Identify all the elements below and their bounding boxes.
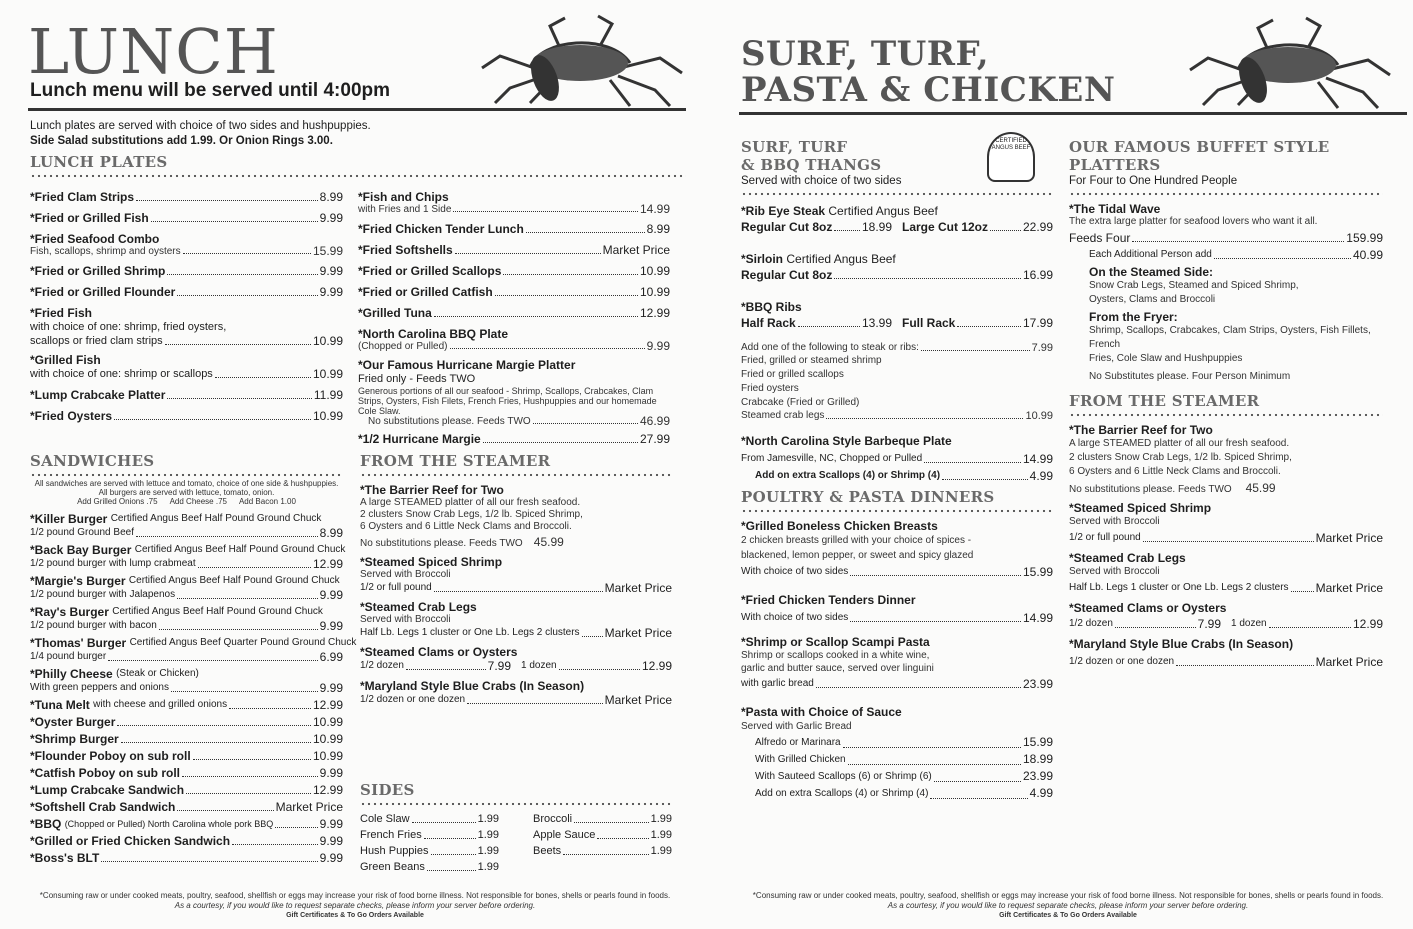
crab-icon [470,8,690,108]
sandwich-notes: All sandwiches are served with lettuce and tomato, choice of one side & hushpuppies. All burgers are served with lettuce, tomato, onion. Add Grilled Onions .75 Add Cheese .75 Add Bacon 1.00 [34,479,339,506]
blue-crabs: *Maryland Style Blue Crabs (In Season) 1/2 dozen or one dozen Market Price [360,679,672,707]
sides-list [360,812,672,874]
lunch-page [0,0,690,929]
menu-item: *Oyster Burger 10.99 [30,715,343,729]
lunch-footer: *Consuming raw or under cooked meats, poultry, seafood, shellfish or eggs may increase your risk of food borne illness. Not responsible for bones, shells or pearls found in foods. As a courtesy, if you would like to request separate checks, please inform your server before ordering. Gift Certificates & To Go Orders Available [39,891,671,919]
dotted-divider [741,509,1053,513]
surf-title: SURF, TURF, PASTA & CHICKEN [741,34,1116,110]
dotted-divider [30,473,343,477]
menu-item: *Fried or Grilled Catfish 10.99 [358,285,670,299]
intro-substitution: Side Salad substitutions add 1.99. Or Onion Rings 3.00. [30,135,333,147]
buffet-section [1069,138,1383,674]
steamed-crab-legs: *Steamed Crab Legs Served with Broccoli Half Lb. Legs 1 cluster or One Lb. Legs 2 clusters Market Price [360,600,672,640]
dotted-divider [360,802,672,806]
menu-item: *Fried Oysters 10.99 [30,409,343,423]
surf-turf-section [741,138,1053,807]
menu-item: *Thomas' Burger Certified Angus Beef Quarter Pound Ground Chuck 1/4 pound burger 6.99 [30,636,357,664]
bbq-thangs-heading: & BBQ THANGS [741,156,882,174]
menu-item: *Grilled or Fried Chicken Sandwich 9.99 [30,834,343,848]
menu-item: *Tuna Melt with cheese and grilled onions 12.99 [30,698,343,712]
side-item: Beets 1.99 [533,845,672,857]
menu-item: *Fried Seafood Combo Fish, scallops, shrimp and oysters 15.99 [30,232,343,258]
dotted-divider [1069,413,1383,417]
menu-item: *1/2 Hurricane Margie 27.99 [358,432,670,446]
menu-item: *Philly Cheese (Steak or Chicken) With green peppers and onions 9.99 [30,667,343,695]
title-rule [739,112,1407,115]
lunch-steamer-section [360,452,672,712]
dotted-divider [30,174,686,178]
menu-item: *Catfish Poboy on sub roll 9.99 [30,766,343,780]
rib-eye-steak: *Rib Eye Steak Certified Angus Beef Regular Cut 8oz 18.99 Large Cut 12oz 22.99 [741,204,1053,234]
side-item: Broccoli 1.99 [533,813,672,825]
menu-item: *Fried or Grilled Flounder 9.99 [30,285,343,299]
menu-item: *Fried Fish with choice of one: shrimp, fried oysters, scallops or fried clam strips 10.99 [30,306,343,348]
side-item: Green Beans 1.99 [360,861,499,873]
menu-item: *Fried or Grilled Shrimp 9.99 [30,264,343,278]
sirloin-steak: *Sirloin Certified Angus Beef Regular Cut 8oz 16.99 [741,252,1053,282]
menu-item: *Boss's BLT 9.99 [30,851,343,865]
lunch-plates-heading: LUNCH PLATES [30,153,168,171]
surf-turf-heading: SURF, TURF [741,138,848,156]
sides-section [360,781,672,874]
sides-heading: SIDES [360,781,415,799]
dotted-divider [1069,192,1383,196]
chicken-tenders-dinner: *Fried Chicken Tenders Dinner With choice of two sides 14.99 [741,593,1053,625]
surf-footer: *Consuming raw or under cooked meats, poultry, seafood, shellfish or eggs may increase your risk of food borne illness. Not responsible for bones, shells or pearls found in foods. As a courtesy, if you would like to request separate checks, please inform your server before ordering. Gift Certificates & To Go Orders Available [752,891,1384,919]
menu-item: *Ray's Burger Certified Angus Beef Half Pound Ground Chuck 1/2 pound burger with bacon 9.99 [30,605,343,633]
menu-item: *North Carolina BBQ Plate (Chopped or Pulled) 9.99 [358,327,670,353]
menu-item: *Grilled Fish with choice of one: shrimp or scallops 10.99 [30,353,343,381]
side-item: French Fries 1.99 [360,829,499,841]
platters-heading: PLATTERS [1069,156,1161,174]
lunch-plates-heading-block [30,153,686,184]
blue-crabs: *Maryland Style Blue Crabs (In Season) 1/2 dozen or one dozen Market Price [1069,637,1383,669]
menu-item: *Fried or Grilled Fish 9.99 [30,211,343,225]
menu-item: *Fried Softshells Market Price [358,243,670,257]
hurricane-margie-platter: *Our Famous Hurricane Margie Platter Fried only - Feeds TWO Generous portions of all our seafood - Shrimp, Scallops, Crabcakes, Clam Strips, Oysters, Fish Filets, French Fries, Hushpuppies and our homemade Cole Slaw. No substitutions please. Feeds TWO 46.99 [358,358,670,428]
side-item: Cole Slaw 1.99 [360,813,499,825]
dotted-divider [741,192,1053,196]
steamer-heading: FROM THE STEAMER [360,452,551,470]
crab-icon [1178,10,1398,110]
menu-item: *Grilled Tuna 12.99 [358,306,670,320]
menu-item: *Softshell Crab Sandwich Market Price [30,800,343,814]
lunch-title: LUNCH [28,15,279,88]
steamed-spiced-shrimp: *Steamed Spiced Shrimp Served with Broccoli 1/2 or full pound Market Price [360,555,672,595]
steak-addons: Add one of the following to steak or ribs: 7.99 Fried, grilled or steamed shrimp Fried or grilled scallops Fried oysters Crabcake (Fried or Grilled) Steamed crab legs 10.99 [741,342,1053,422]
bbq-ribs: *BBQ Ribs Half Rack 13.99 Full Rack 17.99 [741,300,1053,330]
menu-item: *Fried Chicken Tender Lunch 8.99 [358,222,670,236]
menu-item: *Margie's Burger Certified Angus Beef Half Pound Ground Chuck 1/2 pound burger with Jalapenos 9.99 [30,574,343,602]
menu-item: *Back Bay Burger Certified Angus Beef Half Pound Ground Chuck 1/2 pound burger with lump crabmeat 12.99 [30,543,346,571]
steamed-spiced-shrimp: *Steamed Spiced Shrimp Served with Broccoli 1/2 or full pound Market Price [1069,501,1383,545]
side-item: Hush Puppies 1.99 [360,845,499,857]
menu-item: *Flounder Poboy on sub roll 10.99 [30,749,343,763]
surf-turf-sub: Served with choice of two sides [741,175,902,187]
nc-bbq-plate: *North Carolina Style Barbeque Plate From Jamesville, NC, Chopped or Pulled 14.99 Add on extra Scallops (4) or Shrimp (4) 4.99 [741,434,1053,483]
sandwiches-section [30,452,357,868]
certified-angus-badge-icon: CERTIFIED ANGUS BEEF [987,132,1035,182]
menu-item: *Fish and Chips with Fries and 1 Side 14.99 [358,190,670,216]
steamed-clams: *Steamed Clams or Oysters 1/2 dozen 7.99 1 dozen 12.99 [360,645,672,673]
barrier-reef: *The Barrier Reef for Two A large STEAMED platter of all our fresh seafood. 2 clusters Snow Crab Legs, 1/2 lb. Spiced Shrimp, 6 Oysters and 6 Little Neck Clams and Broccoli. No substitutions please. Feeds TWO 45.99 [360,483,583,549]
lunch-plates-right [358,190,670,451]
steamer-heading: FROM THE STEAMER [1069,392,1260,410]
lunch-plates-left [30,190,343,428]
lunch-subtitle: Lunch menu will be served until 4:00pm [30,80,391,101]
menu-item: *Lump Crabcake Platter 11.99 [30,388,343,402]
menu-item: *Lump Crabcake Sandwich 12.99 [30,783,343,797]
menu-item: *Killer Burger Certified Angus Beef Half Pound Ground Chuck 1/2 pound Ground Beef 8.99 [30,512,343,540]
intro-line: Lunch plates are served with choice of two sides and hushpuppies. [30,120,371,132]
buffet-sub: For Four to One Hundred People [1069,175,1238,187]
pasta-choice-sauce: *Pasta with Choice of Sauce Served with Garlic Bread Alfredo or Marinara 15.99 With Grilled Chicken 18.99 With Sauteed Scallops (6) or Shrimp (6) 23.99 Add on extra Scallops (4) or Shrimp (4) 4.99 [741,705,1053,800]
tidal-wave-platter: *The Tidal Wave The extra large platter for seafood lovers who want it all. Feeds Four 159.99 Each Additional Person add 40.99 On the Steamed Side: Snow Crab Legs, Steamed and Spiced Shrimp, Oysters, Clams and Broccoli From the Fryer: Shrimp, Scallops, Crabcakes, Clam Strips, Oysters, Fish Fillets, French Fries, Cole Slaw and Hushpuppies No Substitutes please. Four Person Minimum [1069,202,1383,382]
steamed-crab-legs: *Steamed Crab Legs Served with Broccoli Half Lb. Legs 1 cluster or One Lb. Legs 2 clusters Market Price [1069,551,1383,595]
buffet-heading: OUR FAMOUS BUFFET STYLE [1069,138,1330,156]
surf-turf-page [723,0,1413,929]
menu-item: *Shrimp Burger 10.99 [30,732,343,746]
poultry-pasta-heading: POULTRY & PASTA DINNERS [741,488,995,506]
dotted-divider [360,473,672,477]
grilled-chicken-breasts: *Grilled Boneless Chicken Breasts 2 chicken breasts grilled with your choice of spices - blackened, lemon pepper, or sweet and spicy glazed With choice of two sides 15.99 [741,519,1053,579]
title-rule [28,108,686,111]
menu-item: *Fried or Grilled Scallops 10.99 [358,264,670,278]
lunch-intro [30,119,371,149]
scampi-pasta: *Shrimp or Scallop Scampi Pasta Shrimp or scallops cooked in a white wine, garlic and butter sauce, served over linguini with garlic bread 23.99 [741,635,1053,691]
sandwiches-heading: SANDWICHES [30,452,155,470]
menu-item: *Fried Clam Strips 8.99 [30,190,343,204]
steamed-clams: *Steamed Clams or Oysters 1/2 dozen 7.99 1 dozen 12.99 [1069,601,1383,631]
side-item: Apple Sauce 1.99 [533,829,672,841]
barrier-reef: *The Barrier Reef for Two A large STEAMED platter of all our fresh seafood. 2 clusters Snow Crab Legs, 1/2 lb. Spiced Shrimp, 6 Oysters and 6 Little Neck Clams and Broccoli. No substitutions please. Feeds TWO 45.99 [1069,423,1292,495]
menu-item: *BBQ (Chopped or Pulled) North Carolina whole pork BBQ 9.99 [30,817,343,831]
